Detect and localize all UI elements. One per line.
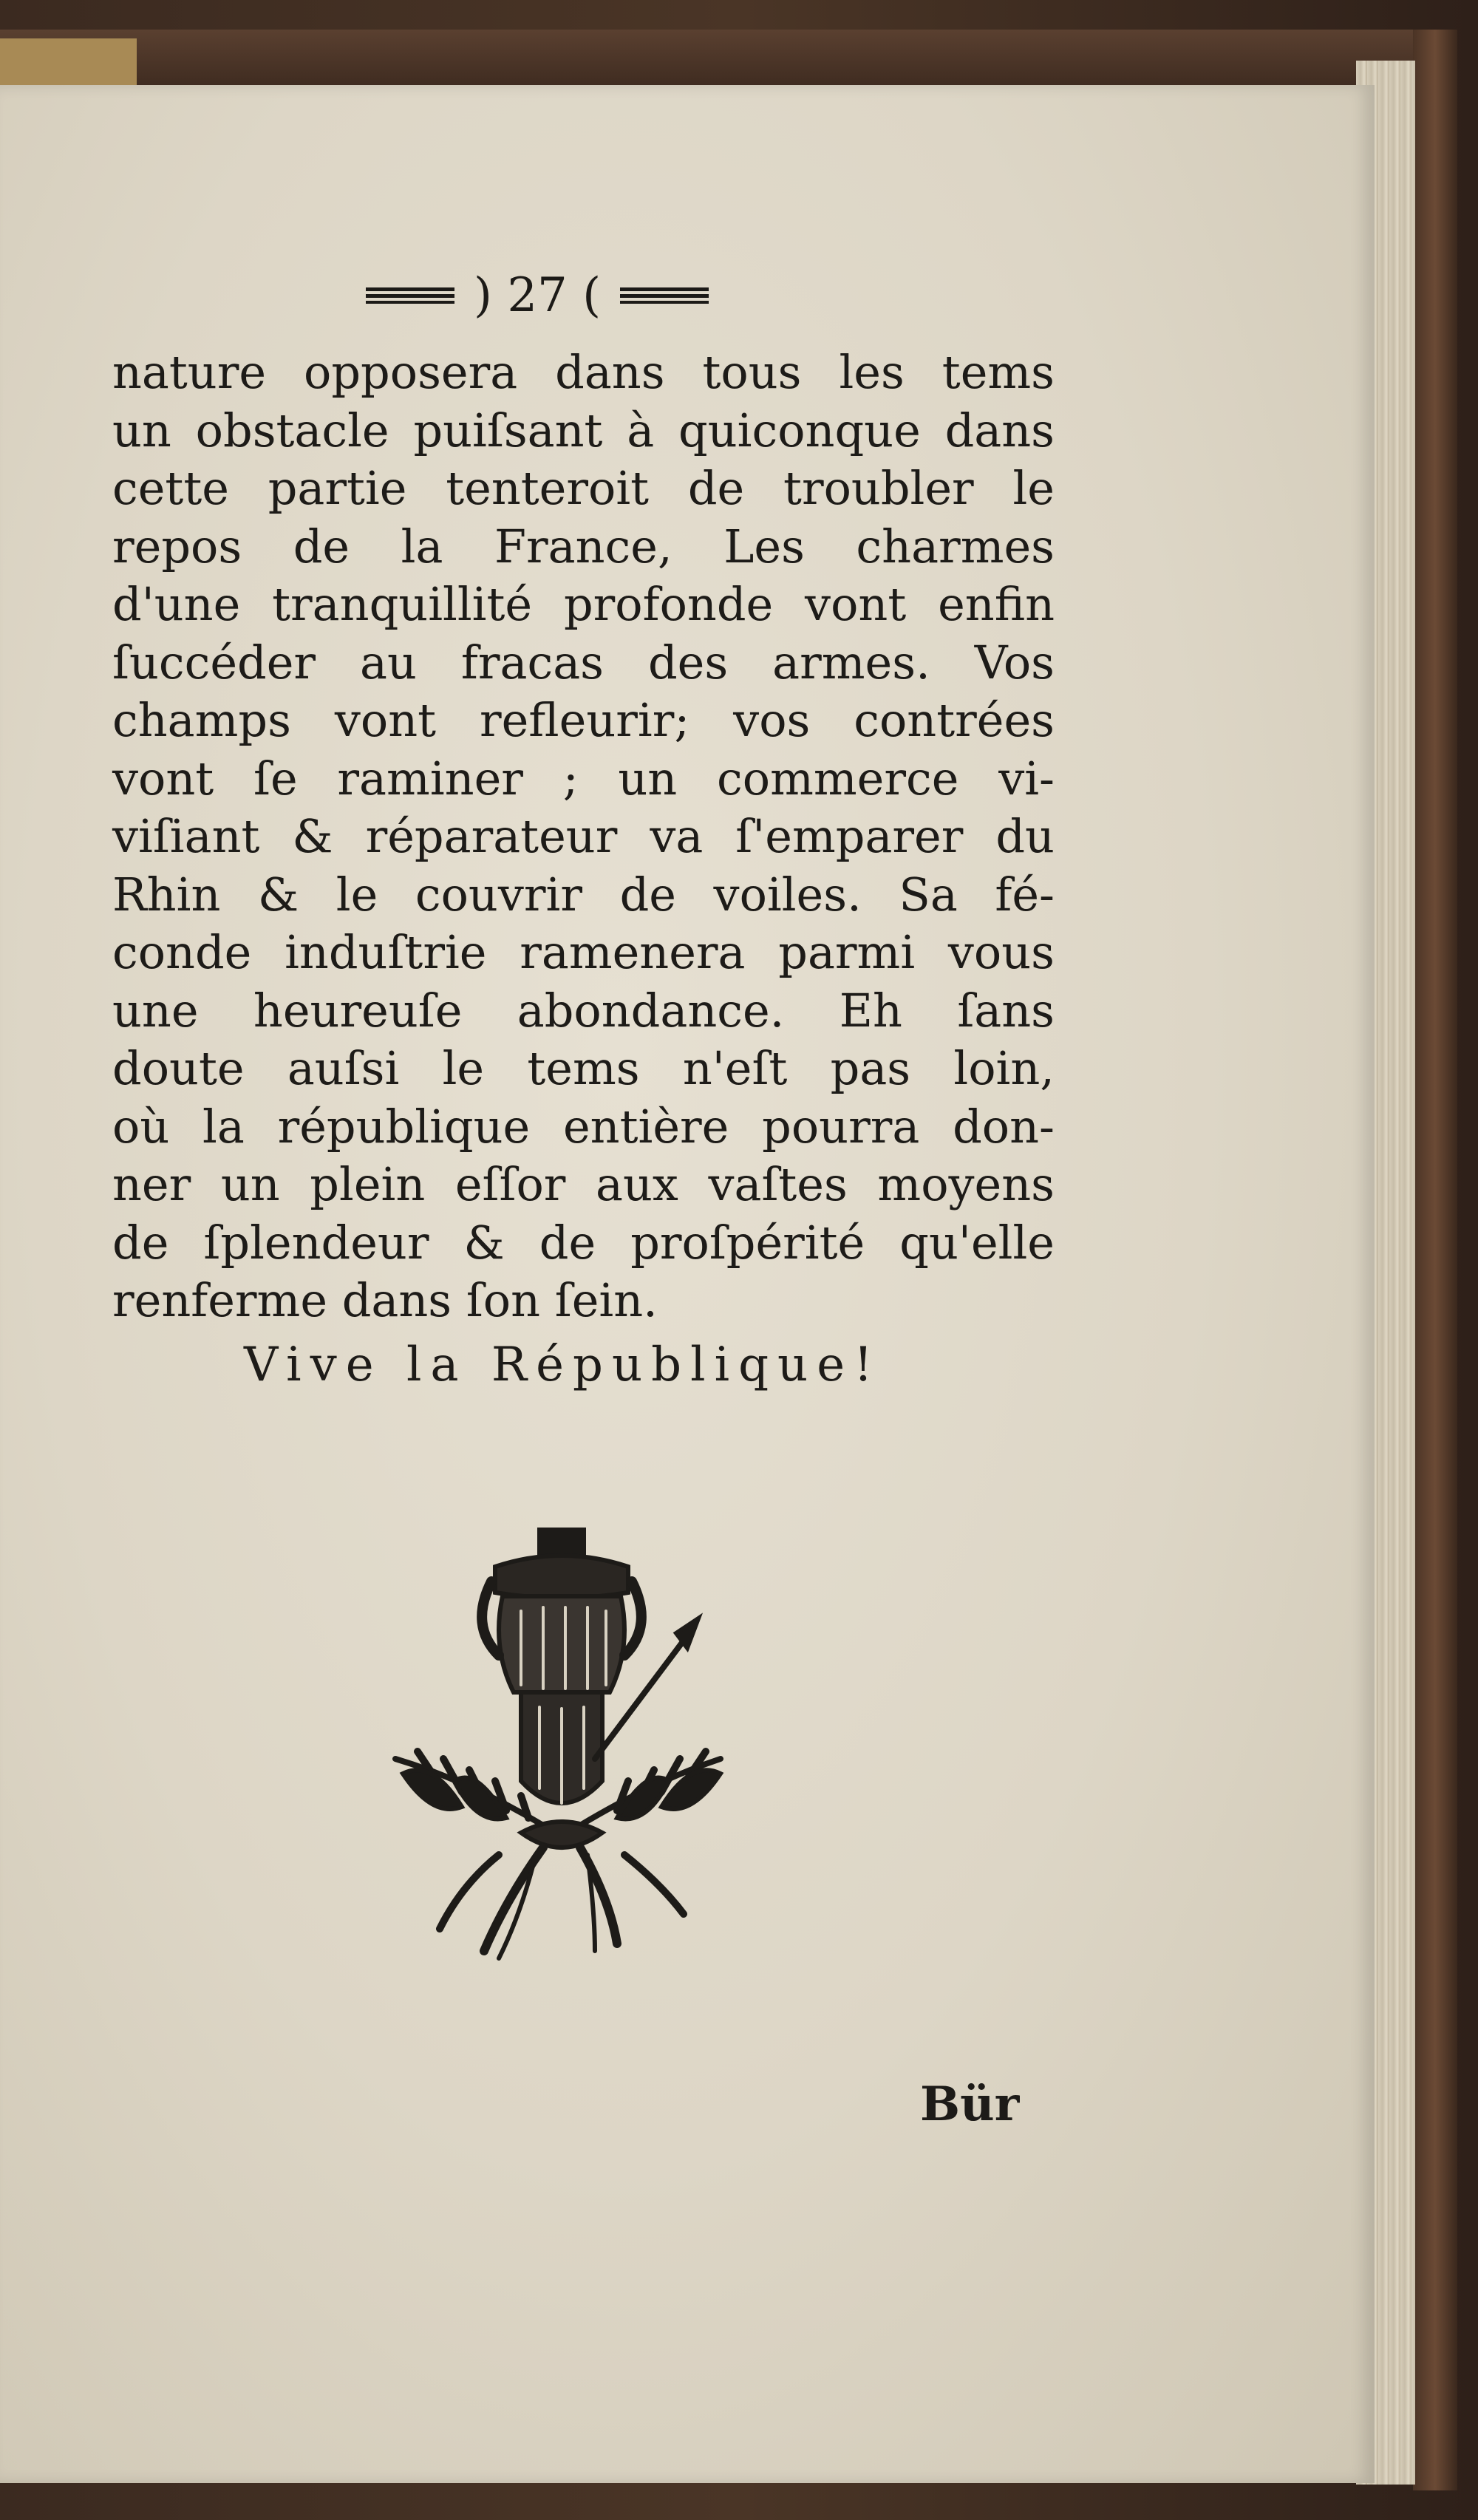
page-number: ) 27 ( [474, 268, 602, 323]
cover-label-patch [0, 38, 137, 89]
text-line: renferme dans ſon ſein. [112, 1273, 658, 1327]
text-line: ner un plein eſſor aux vaſtes moyens [112, 1157, 1055, 1211]
running-head [366, 262, 809, 329]
urn-trophy-ornament-icon [373, 1515, 750, 1973]
text-line: nature opposera dans tous les tems [112, 345, 1055, 399]
top-cover-board [0, 30, 1426, 89]
ornament-rule-left [366, 287, 454, 304]
text-line: Rhin & le couvrir de voiles. Sa fé- [112, 867, 1055, 922]
text-line: viſiant & réparateur va ſ'emparer du [112, 809, 1055, 863]
text-line: champs vont refleurir; vos contrées [112, 693, 1055, 747]
text-line: où la république entière pourra don- [112, 1099, 1055, 1154]
catchword: Bür [920, 2077, 1020, 2132]
text-line: repos de la France, Les charmes [112, 519, 1055, 573]
text-line: cette partie tenteroit de troubler le [112, 461, 1055, 515]
text-line: ſuccéder au fracas des armes. Vos [112, 635, 1055, 689]
text-line: une heureuſe abondance. Eh ſans [112, 983, 1055, 1038]
text-line: d'une tranquillité profonde vont enfin [112, 577, 1055, 631]
text-line: conde induſtrie ramenera parmi vous [112, 925, 1055, 979]
text-line: doute auſsi le tems n'eſt pas loin, [112, 1041, 1055, 1095]
right-cover-board [1413, 30, 1457, 2490]
text-line: un obstacle puiſsant à quiconque dans [112, 403, 1055, 457]
ornament-rule-right [620, 287, 709, 304]
text-line: vont ſe raminer ; un commerce vi- [112, 751, 1055, 806]
text-line: de ſplendeur & de proſpérité qu'elle [112, 1215, 1055, 1270]
closing-exclamation: Vive la République! [244, 1338, 882, 1392]
body-text [112, 344, 1055, 1330]
